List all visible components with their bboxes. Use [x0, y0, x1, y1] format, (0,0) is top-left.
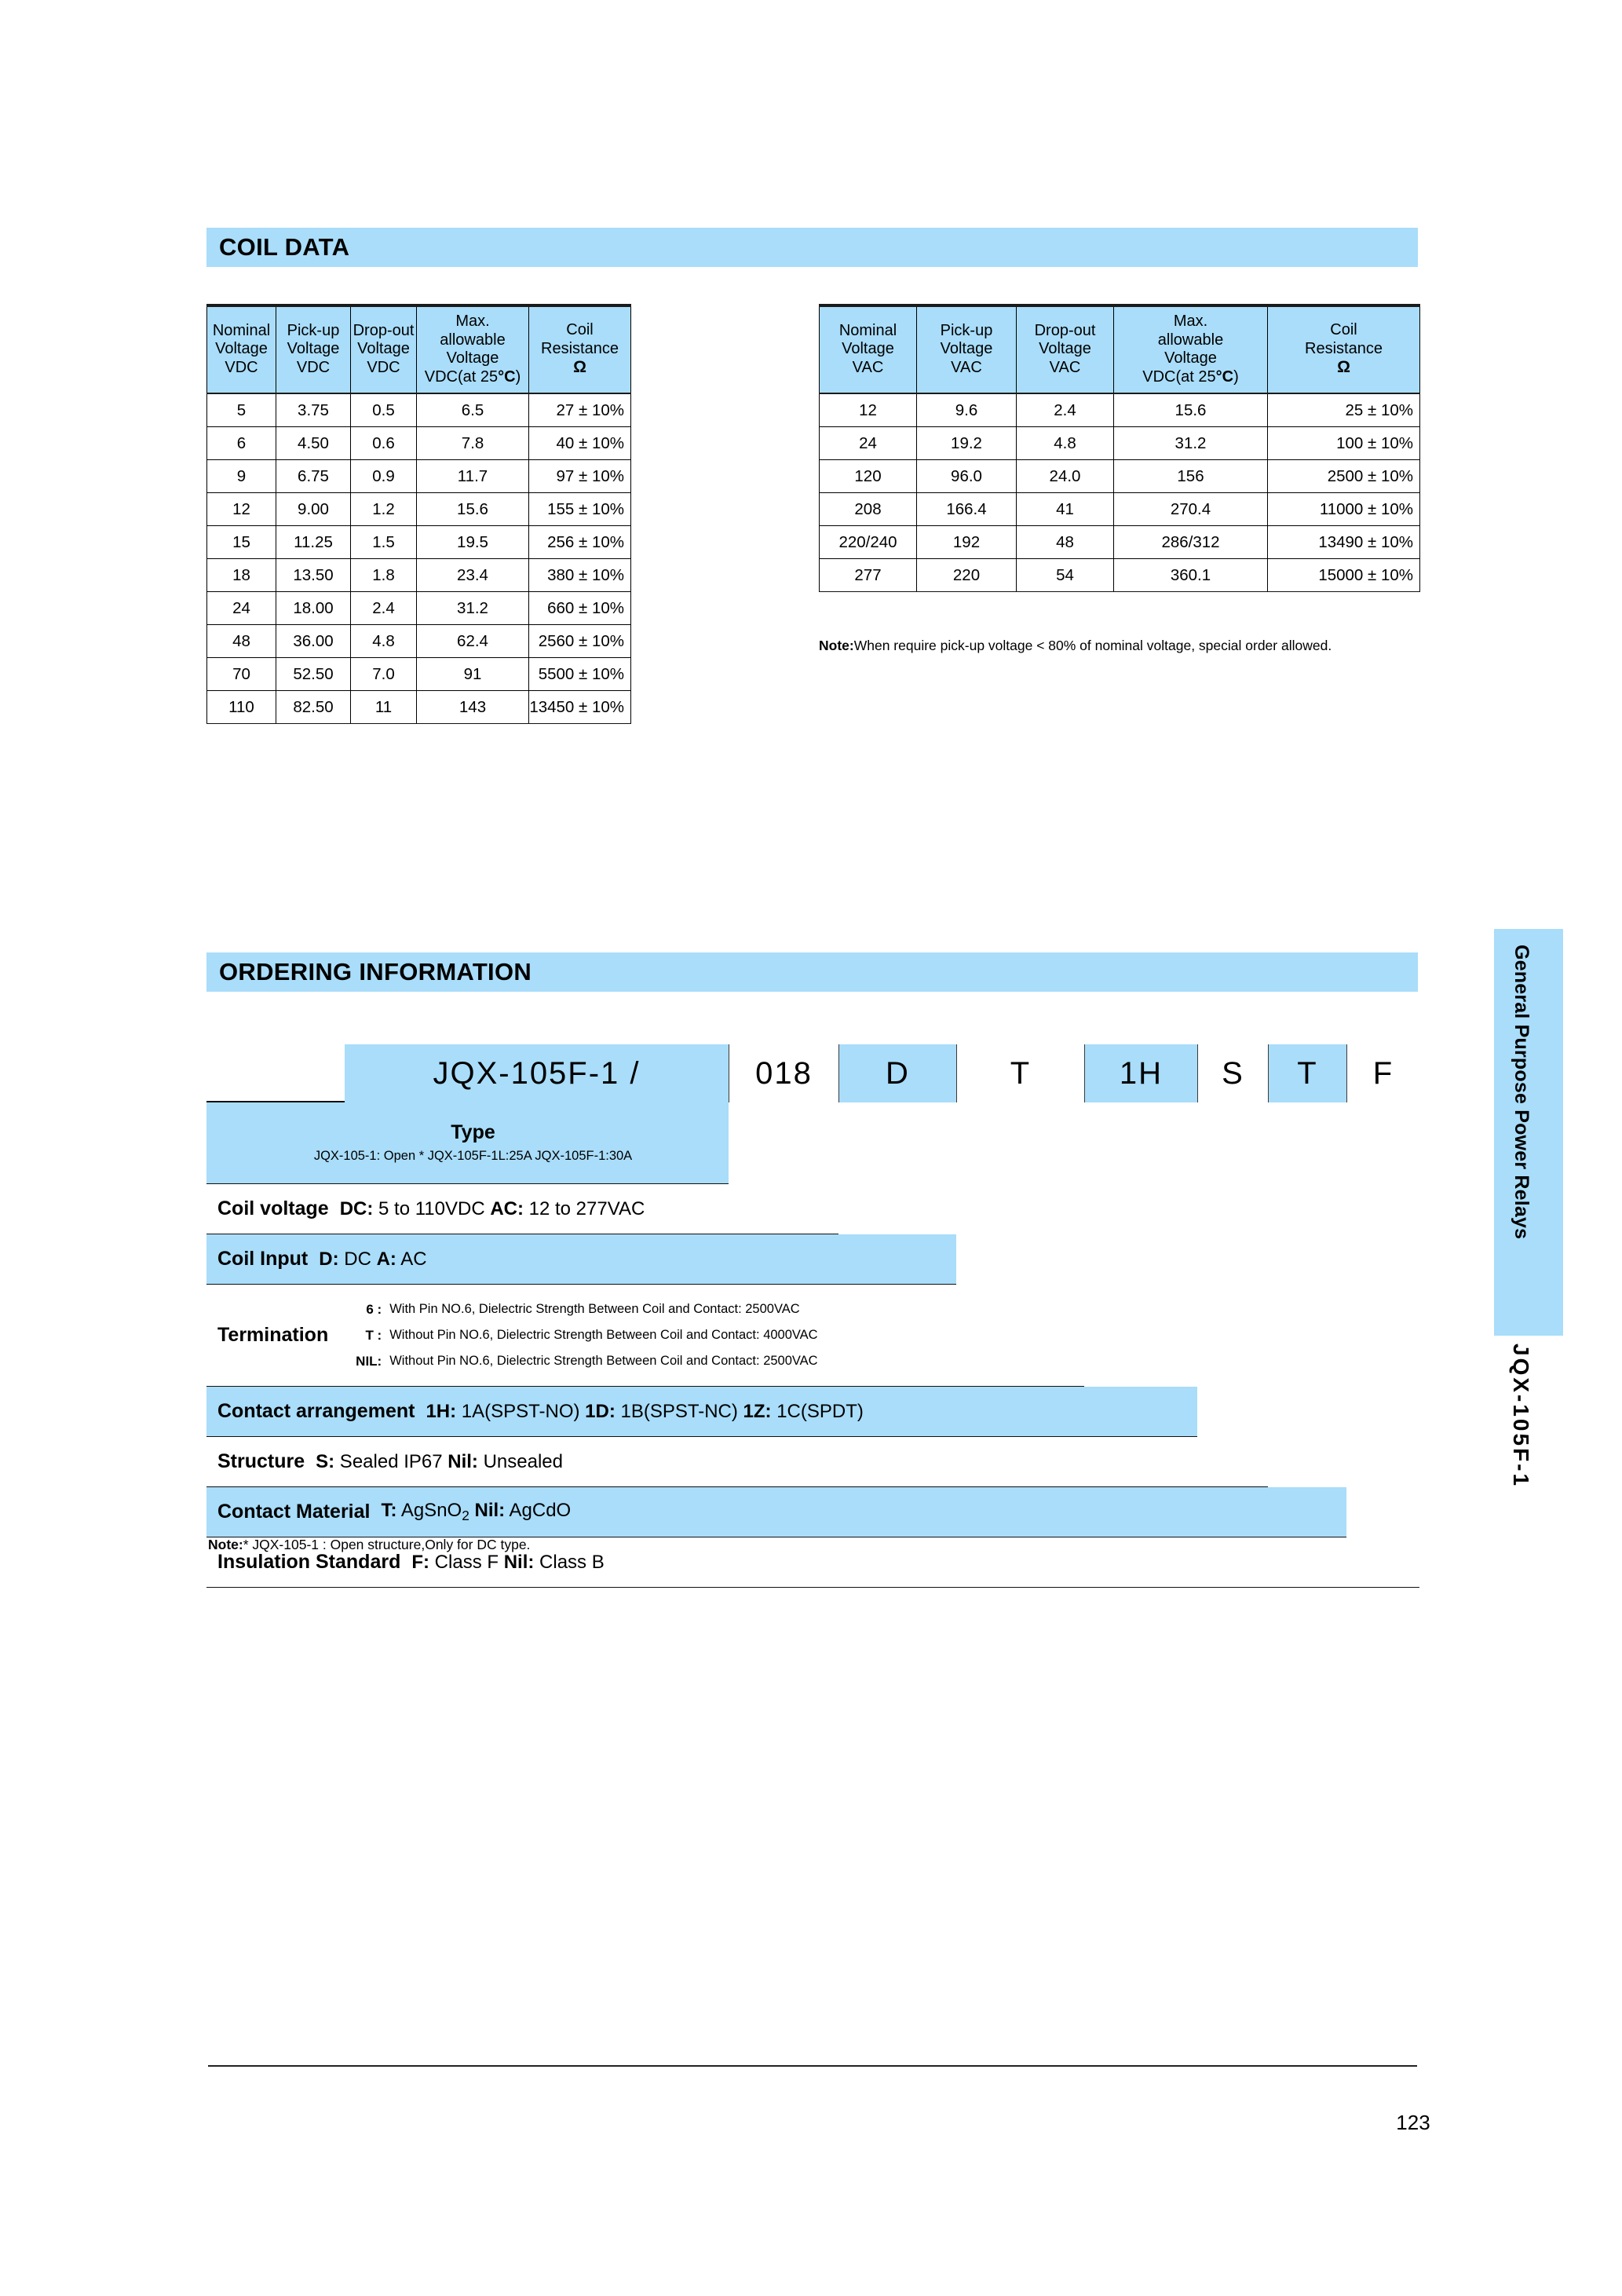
cell-pickup-voltage: 19.2 — [917, 427, 1017, 460]
ordering-row-type — [206, 1102, 729, 1184]
table-row — [820, 493, 1420, 526]
table-header-row — [207, 305, 631, 393]
termination-option-value: Without Pin NO.6, Dielectric Strength Between Coil and Contact: 4000VAC — [389, 1327, 818, 1342]
cell-max-allowable-voltage: 23.4 — [417, 559, 529, 592]
cell-max-allowable-voltage: 7.8 — [417, 427, 529, 460]
cell-dropout-voltage: 1.8 — [351, 559, 417, 592]
ordering-label-contact-arrangement: Contact arrangement — [217, 1400, 415, 1422]
table-row — [207, 559, 631, 592]
ordering-sub-type: JQX-105-1: Open * JQX-105F-1L:25A JQX-105F-1:30A — [313, 1149, 633, 1164]
cell-pickup-voltage: 9.00 — [276, 493, 351, 526]
table-row — [207, 427, 631, 460]
termination-option-value: Without Pin NO.6, Dielectric Strength Between Coil and Contact: 2500VAC — [389, 1353, 818, 1368]
cell-pickup-voltage: 52.50 — [276, 658, 351, 691]
column-header-coil-resistance: Coil Resistance Ω — [529, 305, 631, 393]
part-number-segment-1[interactable]: JQX-105F-1 / — [345, 1044, 729, 1102]
part-number-segment-5[interactable]: 1H — [1084, 1044, 1197, 1102]
cell-pickup-voltage: 6.75 — [276, 460, 351, 493]
cell-nominal-voltage: 6 — [207, 427, 276, 460]
coil-data-ac-body — [820, 393, 1420, 592]
cell-pickup-voltage: 96.0 — [917, 460, 1017, 493]
table-row — [207, 691, 631, 724]
coil-data-dc-body — [207, 393, 631, 724]
table-row — [207, 393, 631, 427]
cell-pickup-voltage: 192 — [917, 526, 1017, 559]
cell-max-allowable-voltage: 31.2 — [417, 592, 529, 625]
side-tab-category: General Purpose Power Relays — [1511, 945, 1532, 1240]
column-header-pickup-voltage: Pick-up Voltage VDC — [276, 305, 351, 393]
column-header-nominal-voltage: Nominal Voltage VAC — [820, 305, 917, 393]
note-text: When require pick-up voltage < 80% of nominal voltage, special order allowed. — [853, 638, 1332, 653]
note-label: Note: — [819, 638, 854, 653]
cell-coil-resistance: 97 ± 10% — [529, 460, 631, 493]
cell-nominal-voltage: 18 — [207, 559, 276, 592]
termination-option-1 — [345, 1302, 817, 1318]
cell-pickup-voltage: 82.50 — [276, 691, 351, 724]
cell-nominal-voltage: 120 — [820, 460, 917, 493]
part-number-segment-6[interactable]: S — [1197, 1044, 1268, 1102]
cell-max-allowable-voltage: 156 — [1114, 460, 1268, 493]
ordering-value-contact-arrangement: 1H: 1A(SPST-NO) 1D: 1B(SPST-NC) 1Z: 1C(SPDT) — [426, 1400, 864, 1422]
note-label: Note: — [208, 1537, 243, 1552]
ordering-row-coil-voltage — [206, 1184, 838, 1234]
cell-dropout-voltage: 7.0 — [351, 658, 417, 691]
section-title-ordering-information: ORDERING INFORMATION — [219, 958, 532, 985]
cell-pickup-voltage: 9.6 — [917, 393, 1017, 427]
ordering-value-contact-material: T: AgSnO$_2$ Nil: AgCdO — [381, 1500, 572, 1523]
cell-max-allowable-voltage: 62.4 — [417, 625, 529, 658]
termination-option-key: T : — [365, 1327, 382, 1343]
footer-rule — [208, 2065, 1417, 2067]
cell-dropout-voltage: 1.5 — [351, 526, 417, 559]
cell-nominal-voltage: 48 — [207, 625, 276, 658]
cell-nominal-voltage: 24 — [207, 592, 276, 625]
termination-option-key: NIL: — [356, 1353, 382, 1369]
ordering-row-coil-input — [206, 1234, 956, 1285]
cell-nominal-voltage: 12 — [207, 493, 276, 526]
cell-pickup-voltage: 3.75 — [276, 393, 351, 427]
ordering-note — [208, 1537, 530, 1553]
cell-coil-resistance: 40 ± 10% — [529, 427, 631, 460]
cell-nominal-voltage: 220/240 — [820, 526, 917, 559]
ordering-value-coil-voltage: DC: 5 to 110VDC AC: 12 to 277VAC — [339, 1197, 645, 1219]
cell-max-allowable-voltage: 11.7 — [417, 460, 529, 493]
cell-coil-resistance: 2560 ± 10% — [529, 625, 631, 658]
column-header-dropout-voltage: Drop-out Voltage VAC — [1017, 305, 1114, 393]
section-header-coil-data — [206, 228, 1418, 267]
cell-coil-resistance: 15000 ± 10% — [1268, 559, 1420, 592]
ordering-termination-options — [328, 1302, 817, 1369]
part-number-segment-4[interactable]: T — [956, 1044, 1084, 1102]
table-row — [207, 592, 631, 625]
coil-data-ac-table — [819, 304, 1420, 592]
cell-coil-resistance: 100 ± 10% — [1268, 427, 1420, 460]
table-row — [207, 493, 631, 526]
termination-option-key: 6 : — [366, 1301, 382, 1317]
cell-dropout-voltage: 0.9 — [351, 460, 417, 493]
cell-max-allowable-voltage: 270.4 — [1114, 493, 1268, 526]
column-header-nominal-voltage: Nominal Voltage VDC — [207, 305, 276, 393]
cell-max-allowable-voltage: 286/312 — [1114, 526, 1268, 559]
ordering-value-insulation-standard: F: Class F Nil: Class B — [411, 1551, 605, 1573]
cell-dropout-voltage: 48 — [1017, 526, 1114, 559]
table-row — [207, 625, 631, 658]
cell-dropout-voltage: 4.8 — [351, 625, 417, 658]
table-row — [207, 526, 631, 559]
column-header-max-allowable-voltage: Max. allowable Voltage VDC(at 25°C) — [417, 305, 529, 393]
ordering-label-contact-material: Contact Material — [217, 1501, 371, 1523]
part-number-code-row — [206, 1044, 1419, 1102]
cell-pickup-voltage: 11.25 — [276, 526, 351, 559]
cell-max-allowable-voltage: 360.1 — [1114, 559, 1268, 592]
cell-dropout-voltage: 2.4 — [1017, 393, 1114, 427]
ordering-label-insulation-standard: Insulation Standard — [217, 1551, 401, 1573]
termination-option-value: With Pin NO.6, Dielectric Strength Between Coil and Contact: 2500VAC — [389, 1301, 800, 1316]
cell-nominal-voltage: 277 — [820, 559, 917, 592]
cell-coil-resistance: 5500 ± 10% — [529, 658, 631, 691]
note-text: * JQX-105-1 : Open structure,Only for DC type. — [243, 1537, 531, 1552]
ordering-row-structure — [206, 1437, 1268, 1487]
cell-coil-resistance: 11000 ± 10% — [1268, 493, 1420, 526]
cell-nominal-voltage: 208 — [820, 493, 917, 526]
cell-dropout-voltage: 0.6 — [351, 427, 417, 460]
cell-max-allowable-voltage: 19.5 — [417, 526, 529, 559]
ordering-label-type: Type — [451, 1121, 495, 1143]
cell-coil-resistance: 13490 ± 10% — [1268, 526, 1420, 559]
cell-nominal-voltage: 5 — [207, 393, 276, 427]
ohm-symbol: Ω — [573, 358, 586, 377]
part-number-segment-2[interactable]: 018 — [729, 1044, 838, 1102]
degree-celsius-symbol: °C — [1215, 367, 1234, 386]
cell-pickup-voltage: 13.50 — [276, 559, 351, 592]
cell-pickup-voltage: 36.00 — [276, 625, 351, 658]
cell-max-allowable-voltage: 31.2 — [1114, 427, 1268, 460]
cell-coil-resistance: 25 ± 10% — [1268, 393, 1420, 427]
cell-dropout-voltage: 24.0 — [1017, 460, 1114, 493]
section-header-ordering-information — [206, 952, 1418, 992]
coil-data-note — [819, 638, 1332, 654]
cell-nominal-voltage: 110 — [207, 691, 276, 724]
coil-data-dc-table — [206, 304, 631, 724]
cell-max-allowable-voltage: 91 — [417, 658, 529, 691]
cell-max-allowable-voltage: 15.6 — [1114, 393, 1268, 427]
ordering-row-termination — [206, 1285, 1084, 1387]
ordering-label-coil-voltage: Coil voltage — [217, 1197, 329, 1219]
cell-coil-resistance: 155 ± 10% — [529, 493, 631, 526]
cell-coil-resistance: 660 ± 10% — [529, 592, 631, 625]
cell-coil-resistance: 380 ± 10% — [529, 559, 631, 592]
table-row — [820, 427, 1420, 460]
table-row — [820, 559, 1420, 592]
table-row — [820, 393, 1420, 427]
section-title-coil-data: COIL DATA — [219, 233, 350, 261]
ordering-row-contact-material — [206, 1487, 1346, 1537]
degree-celsius-symbol: °C — [498, 367, 516, 386]
table-row — [207, 658, 631, 691]
table-row — [820, 460, 1420, 493]
cell-pickup-voltage: 166.4 — [917, 493, 1017, 526]
cell-dropout-voltage: 41 — [1017, 493, 1114, 526]
cell-pickup-voltage: 4.50 — [276, 427, 351, 460]
cell-nominal-voltage: 12 — [820, 393, 917, 427]
column-header-coil-resistance: Coil Resistance Ω — [1268, 305, 1420, 393]
part-number-segment-7[interactable]: T — [1268, 1044, 1346, 1102]
cell-coil-resistance: 13450 ± 10% — [529, 691, 631, 724]
subscript-2: 2 — [462, 1507, 469, 1523]
cell-nominal-voltage: 9 — [207, 460, 276, 493]
cell-dropout-voltage: 1.2 — [351, 493, 417, 526]
side-tab-part-number: JQX-105F-1 — [1509, 1344, 1533, 1489]
ordering-value-structure: S: Sealed IP67 Nil: Unsealed — [316, 1450, 563, 1472]
side-tab — [1494, 929, 1563, 1494]
ordering-label-termination: Termination — [217, 1324, 329, 1346]
table-row — [820, 526, 1420, 559]
ordering-value-coil-input: D: DC A: AC — [319, 1248, 427, 1270]
cell-pickup-voltage: 220 — [917, 559, 1017, 592]
part-number-segment-3[interactable]: D — [838, 1044, 956, 1102]
ordering-label-coil-input: Coil Input — [217, 1248, 309, 1270]
cell-coil-resistance: 256 ± 10% — [529, 526, 631, 559]
cell-nominal-voltage: 24 — [820, 427, 917, 460]
cell-nominal-voltage: 15 — [207, 526, 276, 559]
column-header-pickup-voltage: Pick-up Voltage VAC — [917, 305, 1017, 393]
cell-coil-resistance: 27 ± 10% — [529, 393, 631, 427]
ohm-symbol: Ω — [1337, 358, 1350, 377]
cell-max-allowable-voltage: 143 — [417, 691, 529, 724]
cell-dropout-voltage: 11 — [351, 691, 417, 724]
termination-option-3 — [345, 1354, 817, 1369]
cell-coil-resistance: 2500 ± 10% — [1268, 460, 1420, 493]
cell-dropout-voltage: 0.5 — [351, 393, 417, 427]
table-row — [207, 460, 631, 493]
ordering-label-structure: Structure — [217, 1450, 305, 1472]
ordering-row-contact-arrangement — [206, 1387, 1197, 1437]
page-number: 123 — [1396, 2111, 1430, 2134]
cell-nominal-voltage: 70 — [207, 658, 276, 691]
ordering-information-diagram — [206, 1044, 1419, 1573]
cell-dropout-voltage: 4.8 — [1017, 427, 1114, 460]
cell-pickup-voltage: 18.00 — [276, 592, 351, 625]
column-header-max-allowable-voltage: Max. allowable Voltage VDC(at 25°C) — [1114, 305, 1268, 393]
cell-max-allowable-voltage: 6.5 — [417, 393, 529, 427]
cell-max-allowable-voltage: 15.6 — [417, 493, 529, 526]
termination-option-2 — [345, 1328, 817, 1344]
part-number-segment-8[interactable]: F — [1346, 1044, 1419, 1102]
table-header-row — [820, 305, 1420, 393]
cell-dropout-voltage: 2.4 — [351, 592, 417, 625]
column-header-dropout-voltage: Drop-out Voltage VDC — [351, 305, 417, 393]
cell-dropout-voltage: 54 — [1017, 559, 1114, 592]
